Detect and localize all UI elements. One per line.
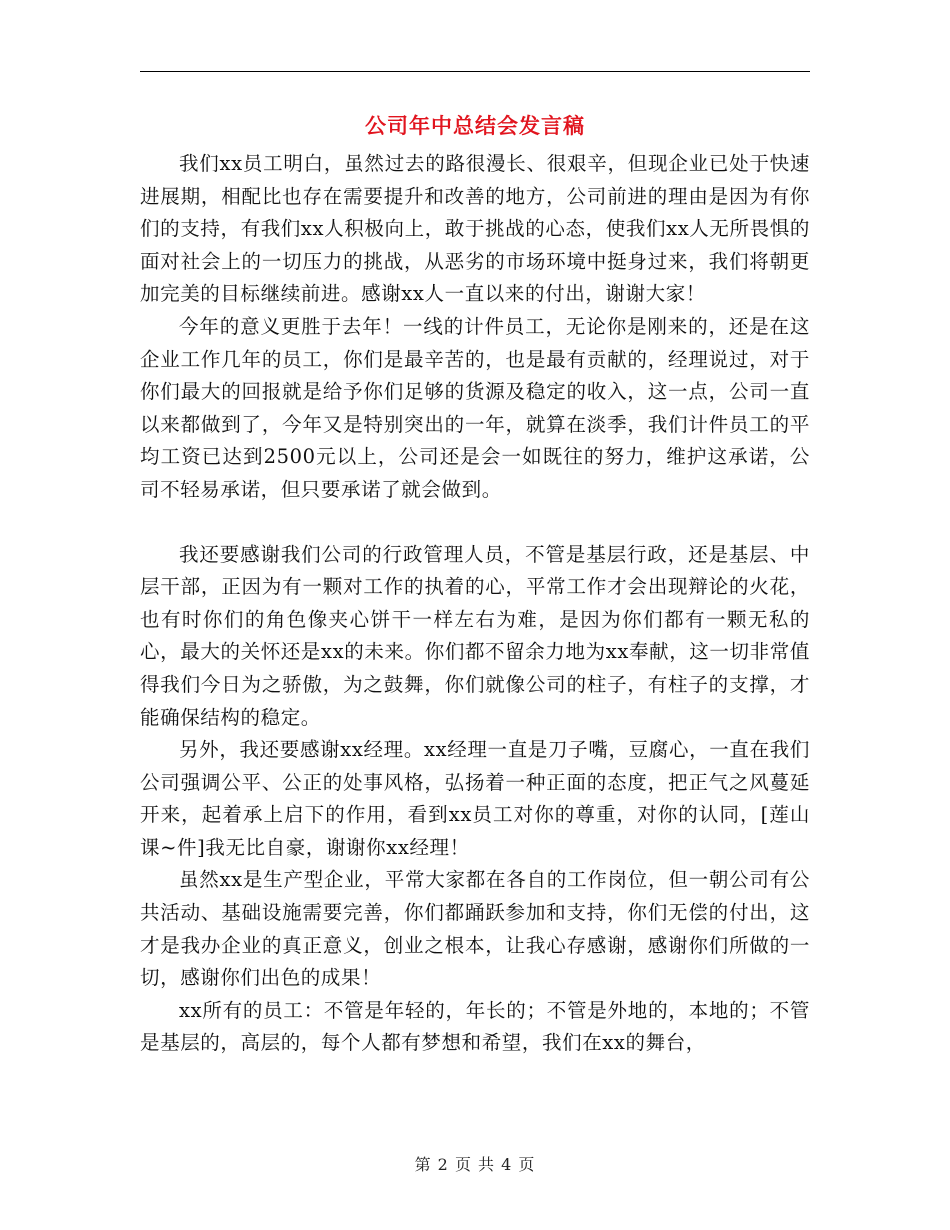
header-rule bbox=[140, 71, 810, 72]
document-title: 公司年中总结会发言稿 bbox=[365, 114, 585, 138]
paragraph-1: 我们xx员工明白，虽然过去的路很漫长、很艰辛，但现企业已处于快速进展期，相配比也存在需要提升和改善的地方，公司前进的理由是因为有你们的支持，有我们xx人积极向上，敢于挑战的心态，使我们xx人无所畏惧的面对社会上的一切压力的挑战，从恶劣的市场环境中挺身过来，我们将朝更加完美的目标继续前进。感谢xx人一直以来的付出，谢谢大家！ bbox=[140, 152, 810, 306]
paragraph-3: 我还要感谢我们公司的行政管理人员，不管是基层行政，还是基层、中层干部，正因为有一颗对工作的执着的心，平常工作才会出现辩论的火花，也有时你们的角色像夹心饼干一样左右为难，是因为你们都有一颗无私的心，最大的关怀还是xx的未来。你们都不留余力地为xx奉献，这一切非常值得我们今日为之骄傲，为之鼓舞，你们就像公司的柱子，有柱子的支撑，才能确保结构的稳定。 bbox=[140, 542, 810, 729]
paragraph-4: 另外，我还要感谢xx经理。xx经理一直是刀子嘴，豆腐心，一直在我们公司强调公平、公正的处事风格，弘扬着一种正面的态度，把正气之风蔓延开来，起着承上启下的作用，看到xx员工对你的尊重，对你的认同，[莲山 课~件]我无比自豪，谢谢你xx经理！ bbox=[140, 738, 810, 859]
paragraph-5: 虽然xx是生产型企业，平常大家都在各自的工作岗位，但一朝公司有公共活动、基础设施需要完善，你们都踊跃参加和支持，你们无偿的付出，这才是我办企业的真正意义，创业之根本，让我心存感谢，感谢你们所做的一切，感谢你们出色的成果！ bbox=[140, 868, 810, 990]
paragraph-6: xx所有的员工：不管是年轻的，年长的；不管是外地的，本地的；不管是基层的，高层的，每个人都有梦想和希望，我们在xx的舞台， bbox=[140, 998, 810, 1055]
page-number-footer: 第 2 页 共 4 页 bbox=[414, 1155, 536, 1174]
paragraph-2: 今年的意义更胜于去年！一线的计件员工，无论你是刚来的，还是在这企业工作几年的员工，你们是最辛苦的，也是最有贡献的，经理说过，对于你们最大的回报就是给予你们足够的货源及稳定的收入，这一点，公司一直以来都做到了，今年又是特别突出的一年，就算在淡季，我们计件员工的平均工资已达到2500元以上，公司还是会一如既往的努力，维护这承诺，公司不轻易承诺，但只要承诺了就会做到。 bbox=[140, 314, 810, 501]
document-body bbox=[140, 148, 810, 1060]
